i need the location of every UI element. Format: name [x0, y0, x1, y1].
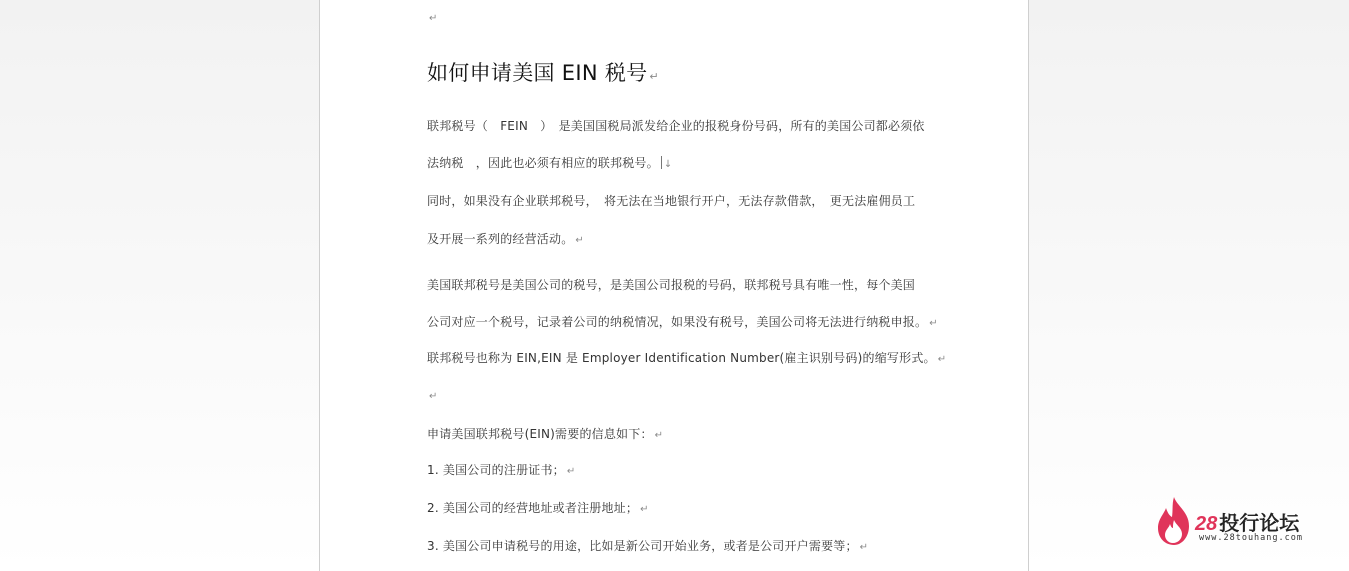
empty-paragraph[interactable] — [427, 388, 438, 402]
list-item[interactable] — [427, 537, 868, 554]
paragraph-line[interactable] — [427, 117, 925, 134]
paragraph-mark: ↵ — [429, 391, 438, 402]
paragraph-text: 公司对应一个税号，记录着公司的纳税情况，如果没有税号，美国公司将无法进行纳税申报。 — [427, 315, 928, 329]
paragraph-text: 联邦税号（ FEIN ） 是美国国税局派发给企业的报税身份号码，所有的美国公司都必须依 — [427, 119, 925, 133]
paragraph-mark: ↵ — [937, 354, 947, 365]
paragraph-text: 美国联邦税号是美国公司的税号，是美国公司报税的号码，联邦税号具有唯一性，每个美国 — [427, 278, 916, 292]
watermark-brand — [1195, 507, 1299, 536]
document-title-text: 如何申请美国 EIN 税号 — [427, 61, 648, 85]
list-item-text: 3. 美国公司申请税号的用途，比如是新公司开始业务，或者是公司开户需要等； — [427, 539, 858, 553]
watermark-number: 28 — [1195, 513, 1218, 535]
paragraph-mark: ↵ — [929, 318, 938, 329]
empty-paragraph[interactable] — [427, 10, 438, 24]
paragraph-text: 法纳税 ，因此也必须有相应的联邦税号。 — [427, 156, 659, 170]
document-title[interactable] — [427, 57, 659, 87]
list-item-text: 2. 美国公司的经营地址或者注册地址； — [427, 501, 639, 515]
paragraph-line[interactable] — [427, 349, 946, 366]
paragraph-text: 及开展一系列的经营活动。 — [427, 232, 574, 246]
text-cursor — [661, 156, 662, 169]
list-item[interactable] — [427, 499, 649, 516]
paragraph-text: 申请美国联邦税号(EIN)需要的信息如下： — [427, 427, 653, 441]
paragraph-text: 同时，如果没有企业联邦税号， 将无法在当地银行开户，无法存款借款， 更无法雇佣员工 — [427, 194, 916, 208]
paragraph-mark: ↵ — [640, 504, 649, 515]
paragraph-mark: ↵ — [649, 70, 659, 83]
flame-icon — [1155, 496, 1193, 546]
paragraph-line[interactable] — [427, 276, 915, 293]
watermark-name: 投行论坛 — [1219, 513, 1300, 535]
paragraph-line[interactable] — [427, 154, 672, 171]
paragraph-mark: ↵ — [654, 430, 664, 441]
watermark-url: www.28touhang.com — [1199, 533, 1303, 543]
paragraph-line[interactable] — [427, 192, 915, 209]
paragraph-mark: ↵ — [575, 235, 584, 246]
watermark-logo — [1155, 496, 1325, 548]
line-break-mark: ↓ — [663, 159, 673, 170]
paragraph-line[interactable] — [427, 230, 584, 247]
document-page — [319, 0, 1029, 571]
paragraph-text: 联邦税号也称为 EIN,EIN 是 Employer Identification Number(雇主识别号码)的缩写形式。 — [427, 351, 936, 365]
paragraph-mark: ↵ — [566, 466, 576, 477]
paragraph-line[interactable] — [427, 313, 938, 330]
list-item-text: 1. 美国公司的注册证书； — [427, 463, 565, 477]
list-item[interactable] — [427, 461, 575, 478]
paragraph-line[interactable] — [427, 425, 663, 442]
paragraph-mark: ↵ — [429, 13, 438, 24]
paragraph-mark: ↵ — [859, 542, 869, 553]
